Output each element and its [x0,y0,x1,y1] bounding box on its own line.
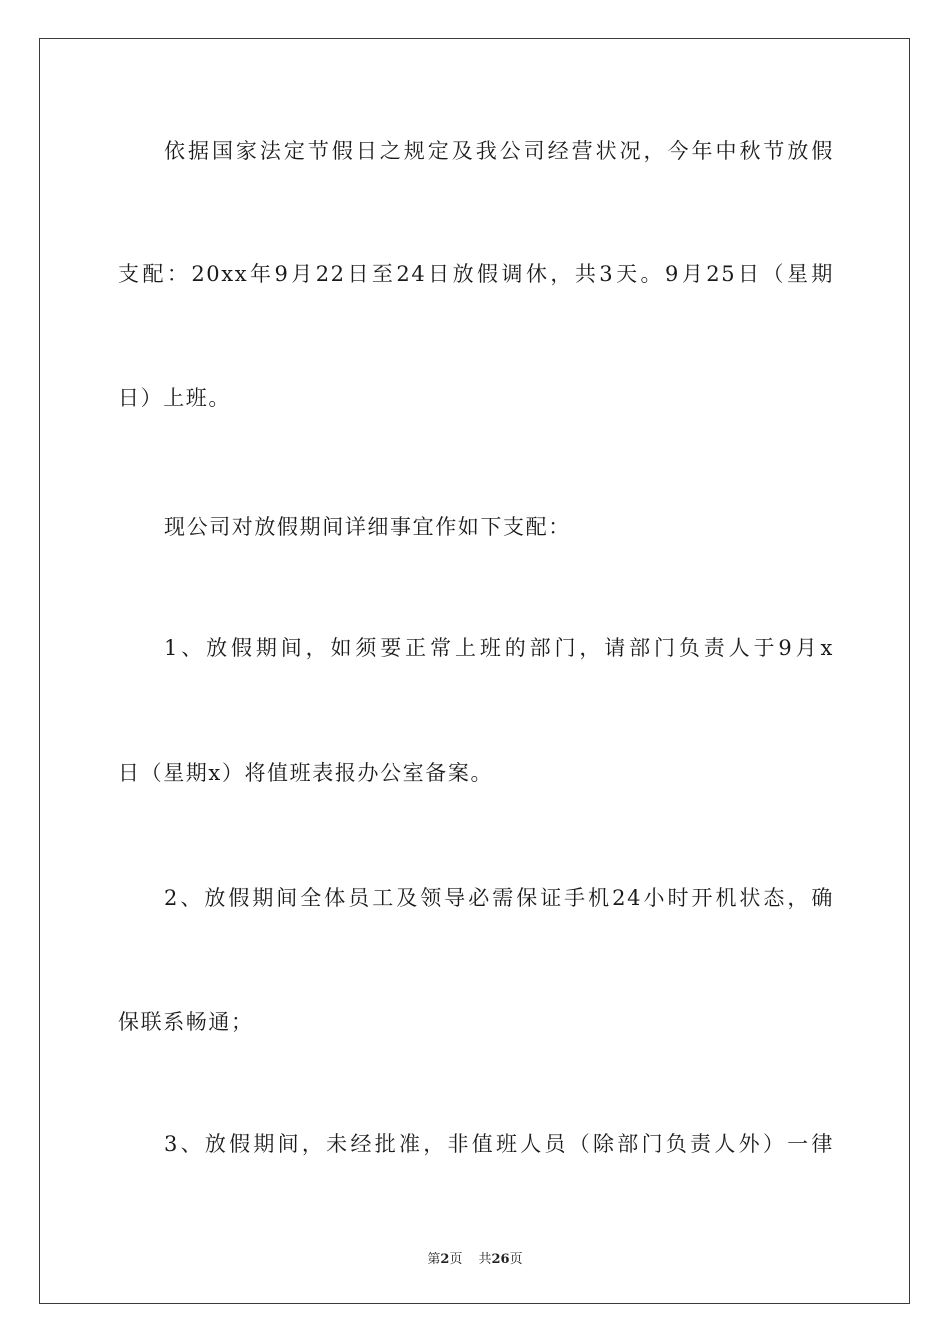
paragraph-line: 日）上班。 [118,386,231,410]
total-page-count: 26 [491,1252,510,1267]
paragraph-line: 日（星期x）将值班表报办公室备案。 [118,761,494,785]
total-suffix: 页 [509,1252,523,1267]
paragraph-line: 保联系畅通； [118,1010,254,1034]
paragraph-line: 依据国家法定节假日之规定及我公司经营状况，今年中秋节放假 [164,139,834,163]
page-suffix: 页 [449,1252,463,1267]
paragraph-line: 支配：20xx年9月22日至24日放假调休，共3天。9月25日（星期 [118,262,834,286]
paragraph-line: 1、放假期间，如须要正常上班的部门，请部门负责人于9月x [164,636,834,660]
paragraph-line: 现公司对放假期间详细事宜作如下支配： [164,515,571,539]
page-footer [0,1248,950,1267]
total-prefix: 共 [478,1252,492,1267]
page-border [39,38,910,1304]
page-prefix: 第 [427,1252,441,1267]
current-page-number: 2 [440,1252,450,1267]
paragraph-line: 3、放假期间，未经批准，非值班人员（除部门负责人外）一律 [164,1132,834,1156]
paragraph-line: 2、放假期间全体员工及领导必需保证手机24小时开机状态，确 [164,886,834,910]
